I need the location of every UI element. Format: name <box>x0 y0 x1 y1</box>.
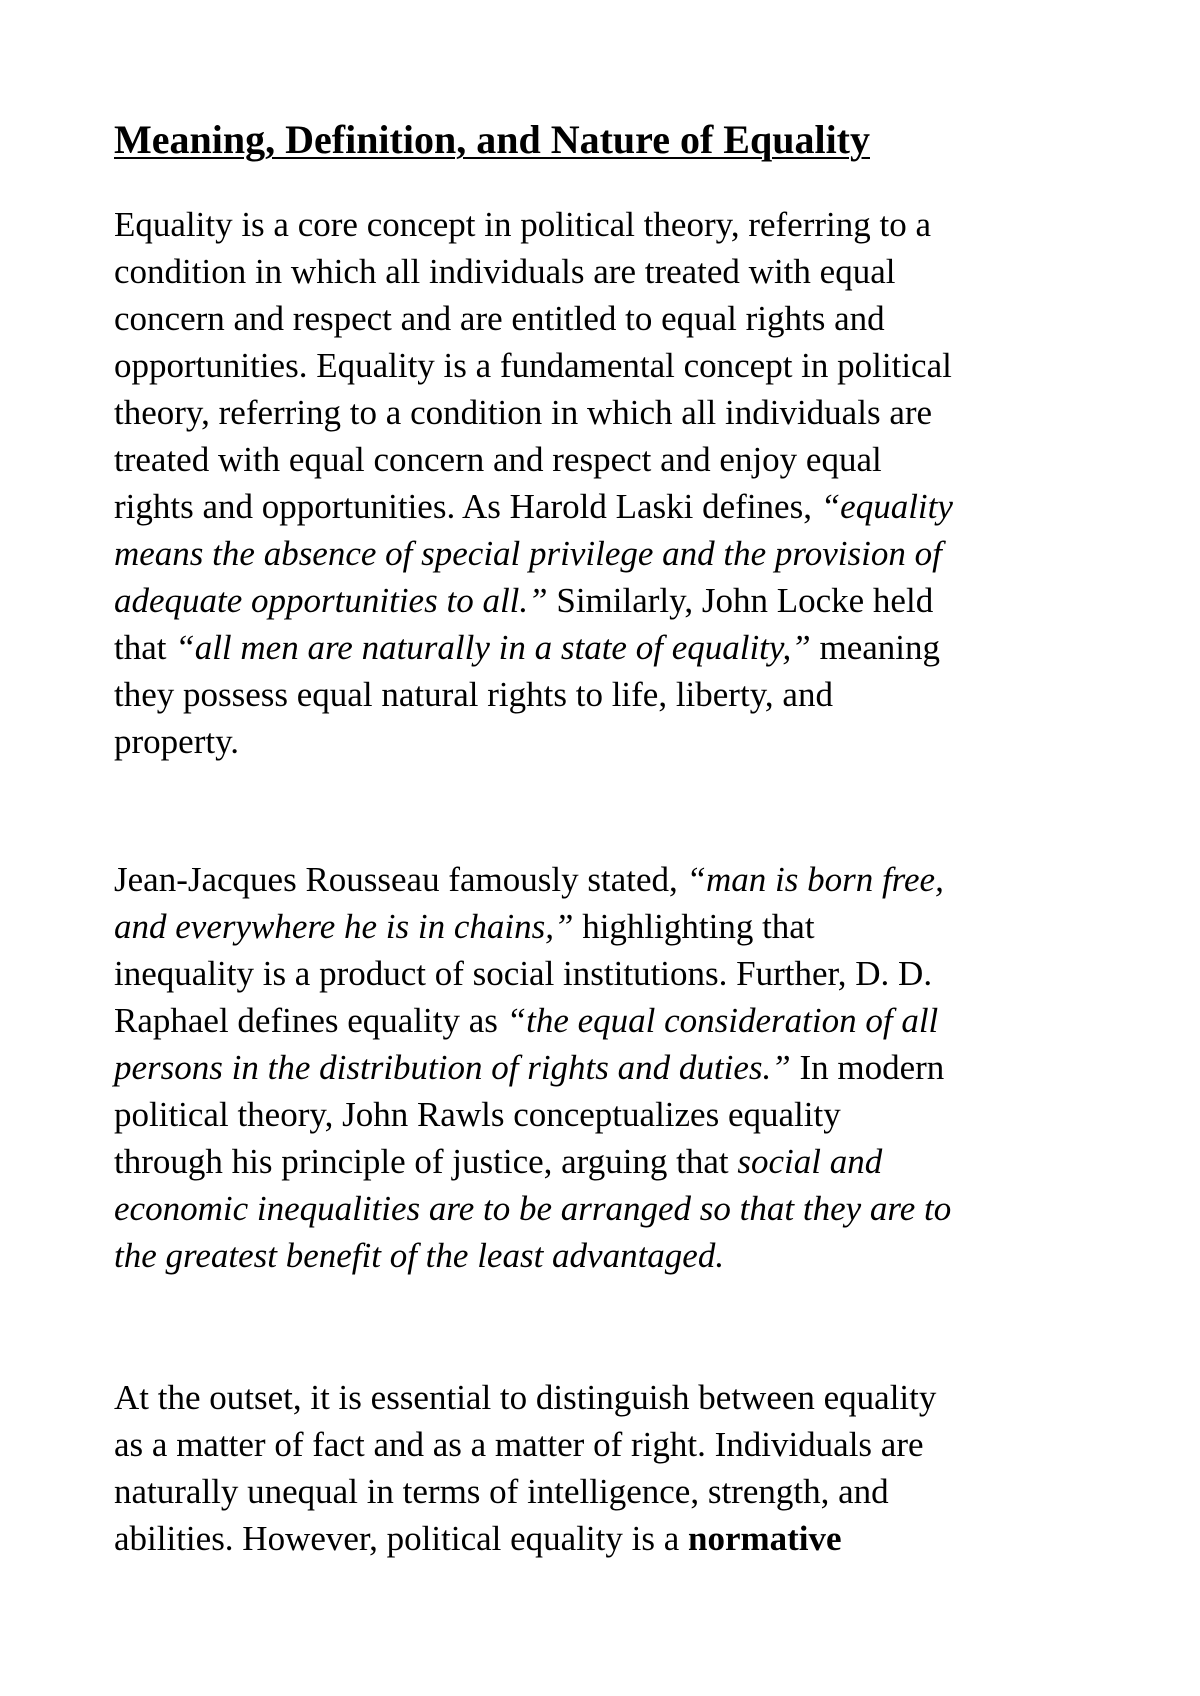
text-line <box>114 856 951 903</box>
text-line <box>114 624 953 671</box>
text-run: inequality is a product of social institutions. Further, D. D. <box>114 954 933 993</box>
text-line <box>114 997 951 1044</box>
quote-text: “the equal consideration of all <box>506 1001 939 1040</box>
text-line <box>114 1421 936 1468</box>
text-line <box>114 1468 936 1515</box>
quote-text: “equality <box>820 487 953 526</box>
paragraph-3 <box>114 1374 936 1562</box>
text-run: naturally unequal in terms of intelligence, strength, and <box>114 1472 889 1511</box>
text-line <box>114 201 953 248</box>
text-line <box>114 950 951 997</box>
quote-text: “man is born free, <box>686 860 944 899</box>
text-line <box>114 436 953 483</box>
paragraph-2 <box>114 856 951 1279</box>
text-run: opportunities. Equality is a fundamental concept in political <box>114 346 952 385</box>
text-line <box>114 1515 936 1562</box>
text-line <box>114 1374 936 1421</box>
text-run: condition in which all individuals are treated with equal <box>114 252 896 291</box>
text-run: Similarly, John Locke held <box>547 581 934 620</box>
text-line <box>114 530 953 577</box>
text-run: that <box>114 628 176 667</box>
text-run: In modern <box>790 1048 945 1087</box>
text-line <box>114 1044 951 1091</box>
page-title: Meaning, Definition, and Nature of Equality <box>114 117 870 162</box>
text-line <box>114 248 953 295</box>
text-line <box>114 1091 951 1138</box>
text-run: concern and respect and are entitled to equal rights and <box>114 299 885 338</box>
text-line <box>114 389 953 436</box>
bold-text: normative <box>688 1519 842 1558</box>
text-run: theory, referring to a condition in which all individuals are <box>114 393 933 432</box>
text-run: meaning <box>810 628 941 667</box>
text-run: Raphael defines equality as <box>114 1001 507 1040</box>
text-line <box>114 577 953 624</box>
quote-text: economic inequalities are to be arranged so that they are to <box>114 1189 952 1228</box>
quote-text: social and <box>737 1142 883 1181</box>
quote-text: persons in the distribution of rights and duties.” <box>114 1048 791 1087</box>
text-line <box>114 903 951 950</box>
quote-text: “all men are naturally in a state of equality,” <box>175 628 811 667</box>
quote-text: adequate opportunities to all.” <box>114 581 548 620</box>
text-run: Equality is a core concept in political theory, referring to a <box>114 205 931 244</box>
text-run: Jean-Jacques Rousseau famously stated, <box>114 860 687 899</box>
quote-text: means the absence of special privilege and the provision of <box>114 534 942 573</box>
text-run: political theory, John Rawls conceptualizes equality <box>114 1095 841 1134</box>
quote-text: the greatest benefit of the least advantaged. <box>114 1236 725 1275</box>
text-run: abilities. However, political equality is a <box>114 1519 688 1558</box>
text-run: as a matter of fact and as a matter of right. Individuals are <box>114 1425 924 1464</box>
text-run: rights and opportunities. As Harold Laski defines, <box>114 487 821 526</box>
text-line <box>114 671 953 718</box>
text-line <box>114 1185 951 1232</box>
text-line <box>114 342 953 389</box>
paragraph-1 <box>114 201 953 765</box>
text-line <box>114 1232 951 1279</box>
text-run: through his principle of justice, arguing that <box>114 1142 738 1181</box>
text-line <box>114 1138 951 1185</box>
text-run: At the outset, it is essential to distinguish between equality <box>114 1378 937 1417</box>
text-run: highlighting that <box>573 907 815 946</box>
quote-text: and everywhere he is in chains,” <box>114 907 574 946</box>
text-line <box>114 718 953 765</box>
text-run: treated with equal concern and respect and enjoy equal <box>114 440 882 479</box>
text-run: they possess equal natural rights to life, liberty, and <box>114 675 833 714</box>
text-line <box>114 483 953 530</box>
text-line <box>114 295 953 342</box>
text-run: property. <box>114 722 240 761</box>
